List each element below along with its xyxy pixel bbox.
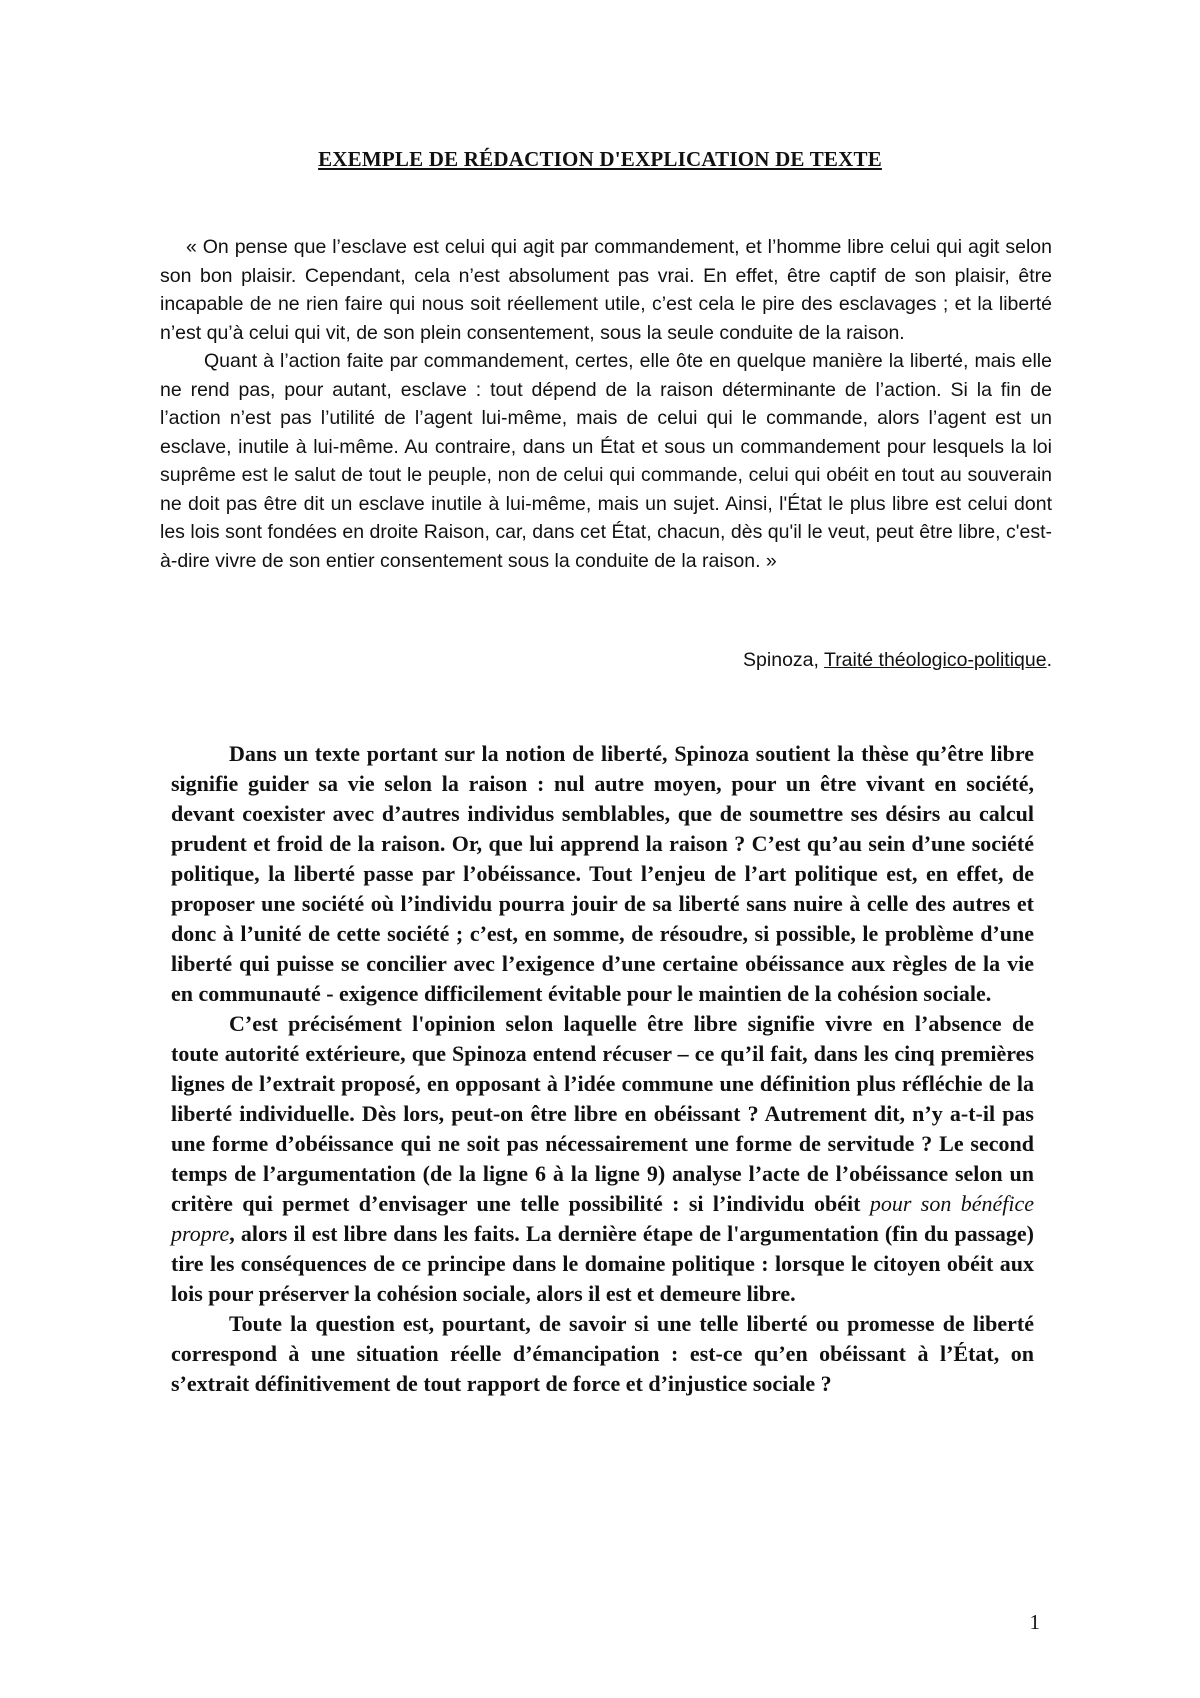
quoted-passage xyxy=(160,233,1052,575)
page-number: 1 xyxy=(1029,1610,1040,1634)
source-end: . xyxy=(1046,649,1052,671)
essay-paragraph-1: Dans un texte portant sur la notion de liberté, Spinoza soutient la thèse qu’être libre signifie guider sa vie selon la raison : nul autre moyen, pour un être vivant en société, devant coexister avec d’autres individus semblables, que de soumettre ses désirs au calcul prudent et froid de la raison. Or, que lui apprend la raison ? C’est qu’au sein d’une société politique, la liberté passe par l’obéissance. Tout l’enjeu de l’art politique est, en effet, de proposer une société où l’individu pourra jouir de sa liberté sans nuire à celle des autres et donc à l’unité de cette société ; c’est, en somme, de résoudre, si possible, le problème d’une liberté qui puisse se concilier avec l’exigence d’une certaine obéissance aux règles de la vie en communauté - exigence difficilement évitable pour le maintien de la cohésion sociale. xyxy=(171,741,1034,1006)
essay-paragraph-2-end: , alors il est libre dans les faits. La dernière étape de l'argumentation (fin du passage) tire les conséquences de ce principe dans le domaine politique : lorsque le citoyen obéit aux lois pour préserver la cohésion sociale, alors il est et demeure libre. xyxy=(171,1221,1034,1306)
essay-paragraph-3: Toute la question est, pourtant, de savoir si une telle liberté ou promesse de liberté correspond à une situation réelle d’émancipation : est-ce qu’en obéissant à l’État, on s’extrait définitivement de tout rapport de force et d’injustice sociale ? xyxy=(171,1311,1034,1396)
source-work-title: Traité théologico-politique xyxy=(824,649,1047,671)
essay-paragraph-2-emphasis: pour son bénéfice propre xyxy=(171,1191,1035,1246)
essay-paragraph-2-start: C’est précisément l'opinion selon laquelle être libre signifie vivre en l’absence de toute autorité extérieure, que Spinoza entend récuser – ce qu’il fait, dans les cinq premières lignes de l’extrait proposé, en opposant à l’idée commune une définition plus réfléchie de la liberté individuelle. Dès lors, peut-on être libre en obéissant ? Autrement dit, n’y a-t-il pas une forme d’obéissance qui ne soit pas nécessairement une forme de servitude ? Le second temps de l’argumentation (de la ligne 6 à la ligne 9) analyse l’acte de l’obéissance selon un critère qui permet d’envisager une telle possibilité : si l’individu obéit xyxy=(171,1011,1034,1216)
quote-source xyxy=(160,649,1052,672)
essay-body xyxy=(171,739,1034,1399)
essay-paragraph-2 xyxy=(171,1009,1034,1309)
quote-paragraph-2: Quant à l’action faite par commandement, certes, elle ôte en quelque manière la liberté, mais elle ne rend pas, pour autant, esclave : tout dépend de la raison déterminante de l’action. Si la fin de l’action n’est pas l’utilité de l’agent lui-même, mais de celui qui le commande, alors l’agent est un esclave, inutile à lui-même. Au contraire, dans un État et sous un commandement pour lesquels la loi suprême est le salut de tout le peuple, non de celui qui commande, celui qui obéit en tout au souverain ne doit pas être dit un esclave inutile à lui-même, mais un sujet. Ainsi, l'État le plus libre est celui dont les lois sont fondées en droite Raison, car, dans cet État, chacun, dès qu'il le veut, peut être libre, c'est-à-dire vivre de son entier consentement sous la conduite de la raison. » xyxy=(160,350,1052,572)
quote-paragraph-1: « On pense que l’esclave est celui qui agit par commandement, et l’homme libre celui qui agit selon son bon plaisir. Cependant, cela n’est absolument pas vrai. En effet, être captif de son plaisir, être incapable de ne rien faire qui nous soit réellement utile, c’est cela le pire des esclavages ; et la liberté n’est qu’à celui qui vit, de son plein consentement, sous la seule conduite de la raison. xyxy=(160,236,1052,344)
page-title: EXEMPLE DE RÉDACTION D'EXPLICATION DE TEXTE xyxy=(318,147,882,171)
source-author: Spinoza, xyxy=(743,649,824,671)
